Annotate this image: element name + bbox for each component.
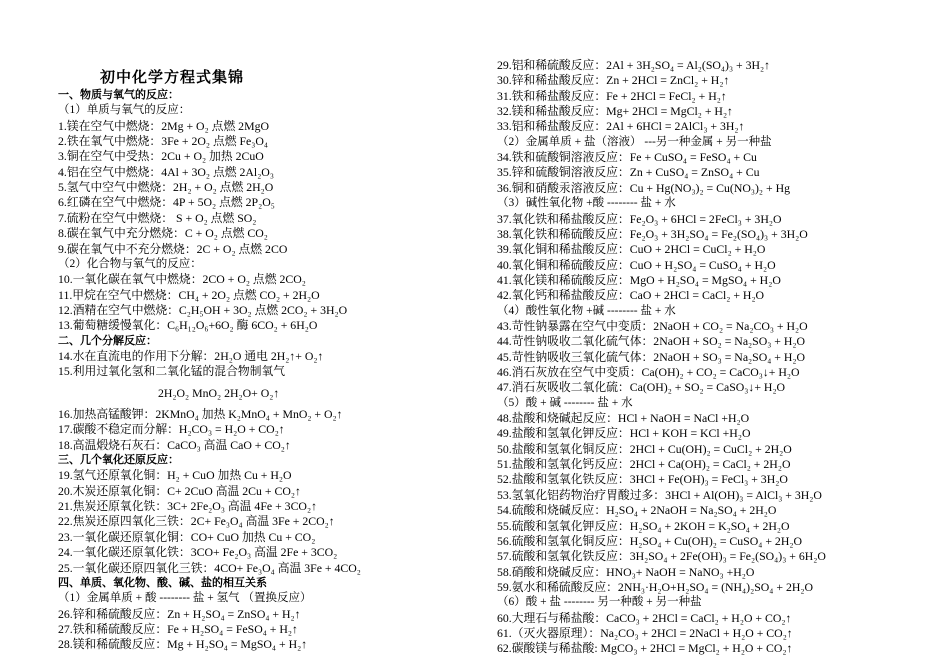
equation-line: 21.焦炭还原氧化铁：3C+ 2Fe₂O₃ 高温 4Fe + 3CO₂↑ xyxy=(58,499,317,514)
page-title: 初中化学方程式集锦 xyxy=(100,70,245,86)
equation-line: 17.碳酸不稳定而分解：H₂CO₃ = H₂O + CO₂↑ xyxy=(58,422,285,437)
equation-line: 25.一氧化碳还原四氧化三铁：4CO+ Fe₃O₄ 高温 3Fe + 4CO₂ xyxy=(58,560,361,575)
equation-line: 33.铝和稀盐酸反应：2Al + 6HCl = 2AlCl₃ + 3H₂↑ xyxy=(497,119,745,134)
equation-line: 62.碳酸镁与稀盐酸: MgCO₃ + 2HCl = MgCl₂ + H₂O + CO₂↑ xyxy=(497,641,793,656)
subsection-heading: （6）酸 + 盐 -------- 另一种酸 + 另一种盐 xyxy=(497,596,702,609)
equation-line: 61.（灭火器原理）：Na₂CO₃ + 2HCl = 2NaCl + H₂O + CO₂↑ xyxy=(497,625,793,640)
equation-line: 40.氧化铜和稀硫酸反应：CuO + H₂SO₄ = CuSO₄ + H₂O xyxy=(497,257,776,272)
subsection-heading: （4）酸性氧化物 +碱 -------- 盐 + 水 xyxy=(497,304,676,317)
subsection-heading: （2）化合物与氧气的反应： xyxy=(58,257,202,270)
equation-line: 23.一氧化碳还原氧化铜：CO+ CuO 加热 Cu + CO₂ xyxy=(58,529,316,544)
equation-line: 34.铁和硫酸铜溶液反应：Fe + CuSO₄ = FeSO₄ + Cu xyxy=(497,150,757,165)
equation-line: 42.氧化钙和稀盐酸反应：CaO + 2HCl = CaCl₂ + H₂O xyxy=(497,288,765,303)
equation-line: 16.加热高锰酸钾：2KMnO₄ 加热 K₂MnO₄ + MnO₂ + O₂↑ xyxy=(58,407,343,421)
section-heading: 二、几个分解反应： xyxy=(58,334,157,347)
equation-line: 48.盐酸和烧碱起反应：HCl + NaOH = NaCl +H₂O xyxy=(497,411,750,426)
equation-line: 53.氢氧化铝药物治疗胃酸过多：3HCl + Al(OH)₃ = AlCl₃ + 3H₂O xyxy=(497,487,822,502)
equation-line: 57.硫酸和氢氧化铁反应：3H₂SO₄ + 2Fe(OH)₃ = Fe₂(SO₄)₃ + 6H₂O xyxy=(497,549,826,564)
equation-line: 19.氢气还原氧化铜：H₂ + CuO 加热 Cu + H₂O xyxy=(58,468,292,483)
subsection-heading: （2）金属单质 + 盐（溶液） ---另一种金属 + 另一种盐 xyxy=(497,135,772,148)
equation-line: 51.盐酸和氢氧化钙反应：2HCl + Ca(OH)₂ = CaCl₂ + 2H₂O xyxy=(497,457,791,472)
equation-line: 12.酒精在空气中燃烧：C₂H₅OH + 3O₂ 点燃 2CO₂ + 3H₂O xyxy=(58,302,348,317)
equation-line: 1.镁在空气中燃烧：2Mg + O₂ 点燃 2MgO xyxy=(58,118,269,133)
equation-line: 58.硝酸和烧碱反应：HNO₃+ NaOH = NaNO₃ +H₂O xyxy=(497,564,755,579)
equation-line: 35.锌和硫酸铜溶液反应：Zn + CuSO₄ = ZnSO₄ + Cu xyxy=(497,165,760,180)
equation-line: 6.红磷在空气中燃烧：4P + 5O₂ 点燃 2P₂O₅ xyxy=(58,195,275,210)
equation-line: 39.氧化铜和稀盐酸反应：CuO + 2HCl = CuCl₂ + H₂O xyxy=(497,242,766,257)
equation-line: 27.铁和稀硫酸反应：Fe + H₂SO₄ = FeSO₄ + H₂↑ xyxy=(58,621,298,636)
equation-line: 60.大理石与稀盐酸：CaCO₃ + 2HCl = CaCl₂ + H₂O + CO₂↑ xyxy=(497,610,792,625)
equation-line: 5.氢气中空气中燃烧：2H₂ + O₂ 点燃 2H₂O xyxy=(58,180,274,195)
equation-line: 10.一氧化碳在氧气中燃烧：2CO + O₂ 点燃 2CO₂ xyxy=(58,272,306,287)
equation-line: 14.水在直流电的作用下分解：2H₂O 通电 2H₂↑+ O₂↑ xyxy=(58,348,324,363)
equation-line: 4.铝在空气中燃烧：4Al + 3O₂ 点燃 2Al₂O₃ xyxy=(58,164,274,179)
section-heading: 三、几个氧化还原反应： xyxy=(58,454,179,467)
equation-line: 11.甲烷在空气中燃烧：CH₄ + 2O₂ 点燃 CO₂ + 2H₂O xyxy=(58,287,320,302)
equation-line: 49.盐酸和氢氧化钾反应：HCl + KOH = KCl +H₂O xyxy=(497,426,751,441)
equation-line: 15.利用过氧化氢和二氧化锰的混合物制氧气 xyxy=(58,364,286,379)
equation-line: 31.铁和稀盐酸反应：Fe + 2HCl = FeCl₂ + H₂↑ xyxy=(497,88,727,103)
equation-line: 36.铜和硝酸汞溶液反应：Cu + Hg(NO₃)₂ = Cu(NO₃)₂ + Hg xyxy=(497,180,790,195)
equation-line: 20.木炭还原氧化铜：C+ 2CuO 高温 2Cu + CO₂↑ xyxy=(58,483,301,498)
subsection-heading: （3）碱性氧化物 +酸 -------- 盐 + 水 xyxy=(497,197,676,210)
equation-line: 46.消石灰放在空气中变质：Ca(OH)₂ + CO₂ = CaCO₃↓+ H₂O xyxy=(497,365,800,379)
equation-line: 7.硫粉在空气中燃烧： S + O₂ 点燃 SO₂ xyxy=(58,210,257,225)
equation-line: 50.盐酸和氢氧化铜反应：2HCl + Cu(OH)₂ = CuCl₂ + 2H₂O xyxy=(497,441,792,456)
equation-line: 38.氧化铁和稀硫酸反应：Fe₂O₃ + 3H₂SO₄ = Fe₂(SO₄)₃ + 3H₂O xyxy=(497,226,808,241)
section-heading: 四、单质、氧化物、酸、碱、盐的相互关系 xyxy=(58,576,267,589)
equation-line: 45.苛性钠吸收三氧化硫气体：2NaOH + SO₃ = Na₂SO₄ + H₂O xyxy=(497,349,806,364)
equation-line: 2.铁在氧气中燃烧：3Fe + 2O₂ 点燃 Fe₃O₄ xyxy=(58,134,269,149)
equation-line: 52.盐酸和氢氧化铁反应：3HCl + Fe(OH)₃ = FeCl₃ + 3H₂O xyxy=(497,472,788,487)
equation-line: 24.一氧化碳还原氧化铁：3CO+ Fe₂O₃ 高温 2Fe + 3CO₂ xyxy=(58,545,338,560)
equation-line: 2H₂O₂ MnO₂ 2H₂O+ O₂↑ xyxy=(158,385,280,400)
equation-line: 41.氧化镁和稀硫酸反应：MgO + H₂SO₄ = MgSO₄ + H₂O xyxy=(497,272,781,287)
equation-line: 3.铜在空气中受热：2Cu + O₂ 加热 2CuO xyxy=(58,149,264,164)
section-heading: 一、物质与氧气的反应： xyxy=(58,89,179,101)
equation-line: 26.锌和稀硫酸反应：Zn + H₂SO₄ = ZnSO₄ + H₂↑ xyxy=(58,606,301,621)
equation-line: 18.高温煅烧石灰石：CaCO₃ 高温 CaO + CO₂↑ xyxy=(58,437,291,452)
equation-line: 59.氨水和稀硫酸反应：2NH₃·H₂O+H₂SO₄ = (NH₄)₂SO₄ + 2H₂O xyxy=(497,579,813,594)
equation-line: 9.碳在氧气中不充分燃烧：2C + O₂ 点燃 2CO xyxy=(58,241,288,256)
equation-line: 13.葡萄糖缓慢氧化：C₆H₁₂O₆+6O₂ 酶 6CO₂ + 6H₂O xyxy=(58,318,318,333)
equation-line: 44.苛性钠吸收二氧化硫气体：2NaOH + SO₂ = Na₂SO₃ + H₂O xyxy=(497,334,806,349)
equation-line: 56.硫酸和氢氧化铜反应：H₂SO₄ + Cu(OH)₂ = CuSO₄ + 2H₂O xyxy=(497,533,802,548)
equation-line: 8.碳在氧气中充分燃烧：C + O₂ 点燃 CO₂ xyxy=(58,226,268,241)
equation-line: 22.焦炭还原四氧化三铁：2C+ Fe₃O₄ 高温 3Fe + 2CO₂↑ xyxy=(58,514,335,529)
equation-line: 43.苛性钠暴露在空气中变质：2NaOH + CO₂ = Na₂CO₃ + H₂O xyxy=(497,318,808,333)
subsection-heading: （1）单质与氧气的反应： xyxy=(58,104,191,117)
equation-line: 47.消石灰吸收二氧化硫：Ca(OH)₂ + SO₂ = CaSO₃↓+ H₂O xyxy=(497,380,786,395)
equation-line: 32.镁和稀盐酸反应：Mg+ 2HCl = MgCl₂ + H₂↑ xyxy=(497,104,733,119)
equation-line: 37.氧化铁和稀盐酸反应：Fe₂O₃ + 6HCl = 2FeCl₃ + 3H₂O xyxy=(497,211,782,226)
subsection-heading: （5）酸 + 碱 -------- 盐 + 水 xyxy=(497,396,633,409)
subsection-heading: （1）金属单质 + 酸 -------- 盐 + 氢气 （置换反应） xyxy=(58,592,312,605)
equation-line: 55.硫酸和氢氧化钾反应：H₂SO₄ + 2KOH = K₂SO₄ + 2H₂O xyxy=(497,518,790,533)
equation-line: 28.镁和稀硫酸反应：Mg + H₂SO₄ = MgSO₄ + H₂↑ xyxy=(58,637,308,652)
equation-line: 54.硫酸和烧碱反应：H₂SO₄ + 2NaOH = Na₂SO₄ + 2H₂O xyxy=(497,503,777,518)
equation-line: 29.铝和稀硫酸反应：2Al + 3H₂SO₄ = Al₂(SO₄)₃ + 3H₂↑ xyxy=(497,58,771,72)
equation-line: 30.锌和稀盐酸反应：Zn + 2HCl = ZnCl₂ + H₂↑ xyxy=(497,73,730,88)
